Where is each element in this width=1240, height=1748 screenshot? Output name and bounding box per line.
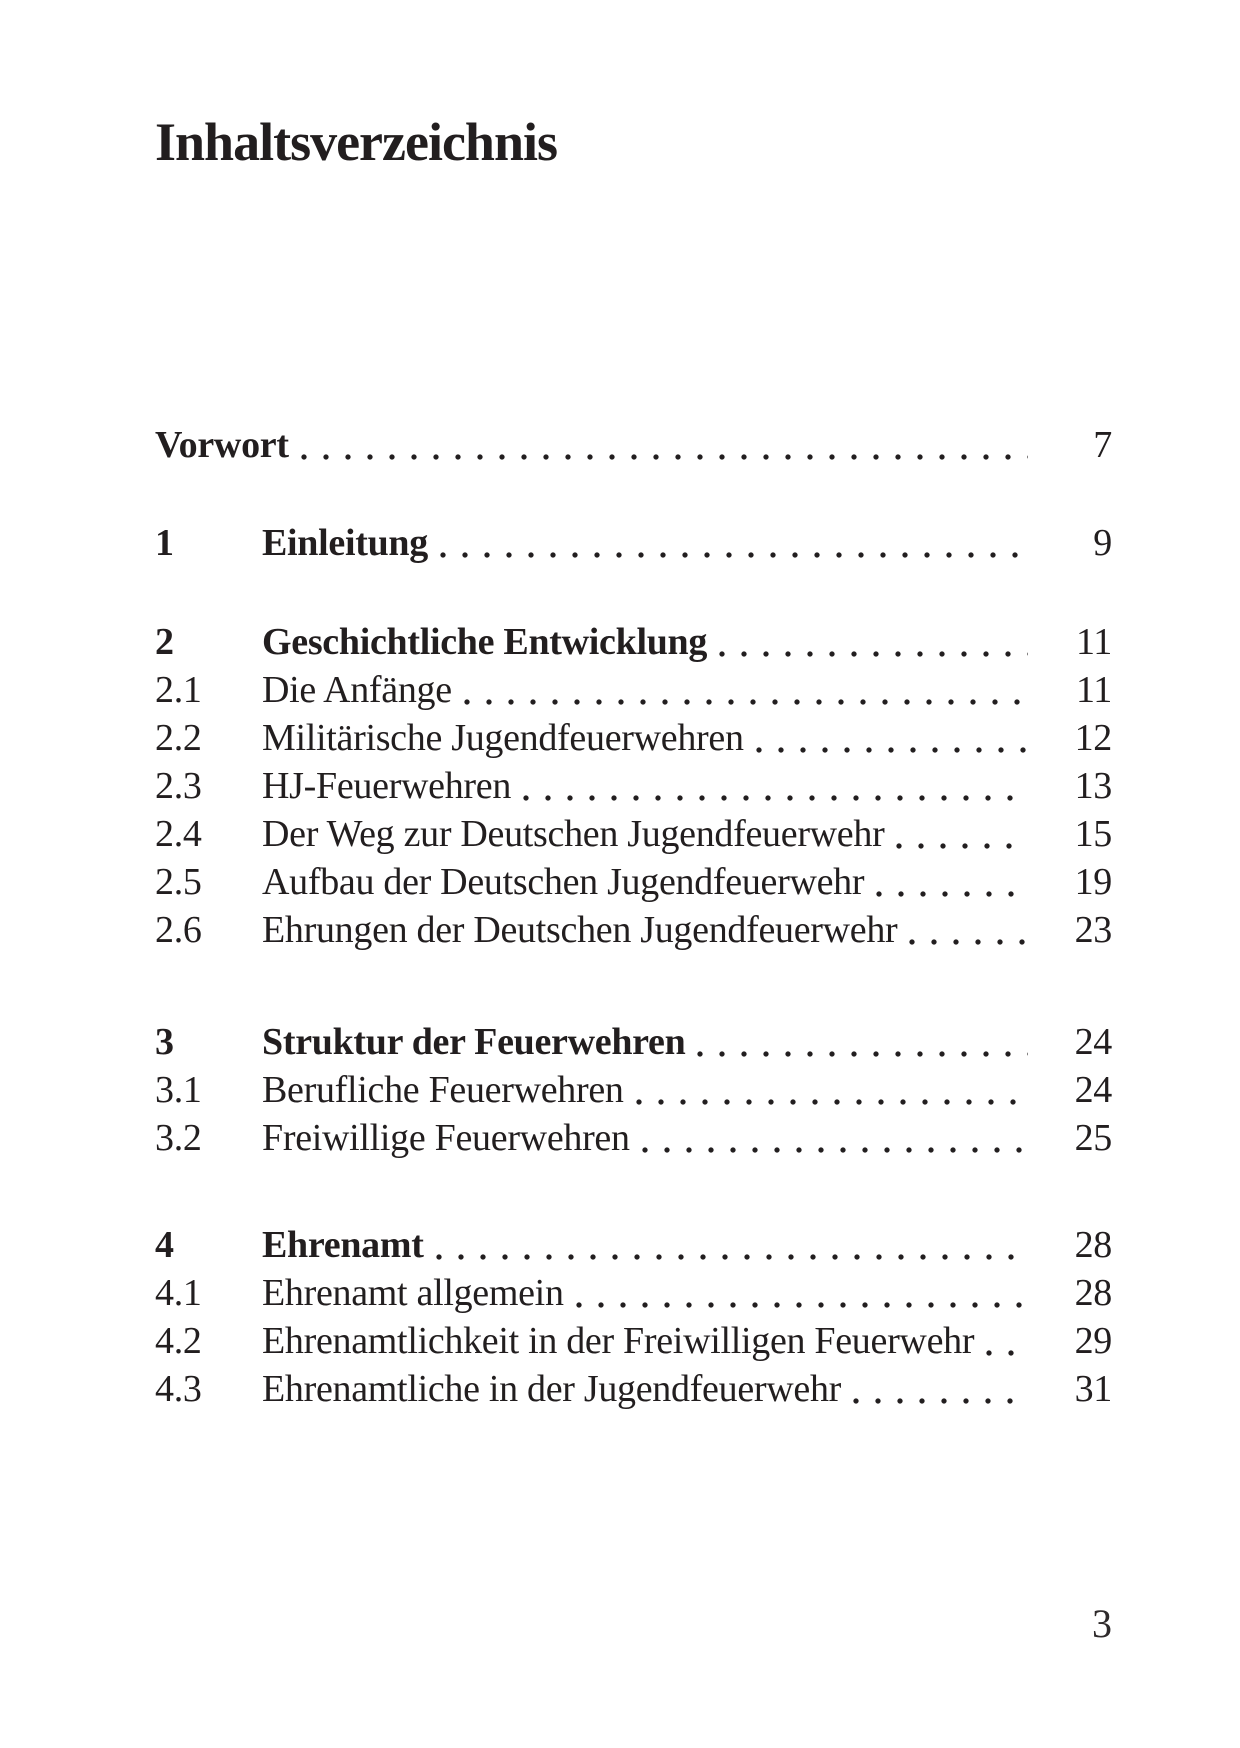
toc-entry-number: 2.4: [155, 813, 202, 855]
toc-entry: [155, 858, 1112, 906]
dot-leader: [464, 699, 1028, 705]
dot-leader: [436, 1254, 1028, 1260]
toc-entry-number: 4: [155, 1224, 174, 1266]
toc-entry-number: 2: [155, 621, 174, 663]
toc-entry-page: 7: [1093, 424, 1112, 466]
toc-entry-label: HJ-Feuerwehren: [262, 765, 512, 807]
toc-entry-number: 2.3: [155, 765, 202, 807]
toc-entry-label: Die Anfänge: [262, 669, 452, 711]
page-title: Inhaltsverzeichnis: [155, 112, 558, 172]
toc-entry: [155, 1269, 1112, 1317]
toc-entry: [155, 421, 1112, 469]
toc-entry: [155, 906, 1112, 954]
toc-entry: [155, 714, 1112, 762]
dot-leader: [697, 1051, 1028, 1057]
toc-entry-label: Ehrenamt allgemein: [262, 1272, 564, 1314]
toc-entry-page: 25: [1074, 1117, 1112, 1159]
dot-leader: [756, 747, 1028, 753]
toc-entry-label: Ehrenamtliche in der Jugendfeuerwehr: [262, 1368, 841, 1410]
toc-entry-label: Vorwort: [155, 424, 289, 466]
toc-entry: [155, 1317, 1112, 1365]
toc-entry-page: 28: [1074, 1272, 1112, 1314]
toc-entry: [155, 1018, 1112, 1066]
toc-entry-number: 2.1: [155, 669, 202, 711]
dot-leader: [301, 454, 1028, 460]
toc-entry-label: Einleitung: [262, 522, 428, 564]
toc-entry-number: 1: [155, 522, 174, 564]
toc-entry-number: 3.1: [155, 1069, 202, 1111]
dot-leader: [576, 1302, 1028, 1308]
dot-leader: [876, 891, 1028, 897]
toc-entry: [155, 762, 1112, 810]
toc-entry-page: 24: [1074, 1069, 1112, 1111]
toc-entry-number: 4.1: [155, 1272, 202, 1314]
toc-entry-page: 23: [1074, 909, 1112, 951]
dot-leader: [909, 939, 1028, 945]
toc-entry: [155, 519, 1112, 567]
toc-entry-page: 28: [1074, 1224, 1112, 1266]
toc-entry-number: 3.2: [155, 1117, 202, 1159]
toc-entry-page: 13: [1074, 765, 1112, 807]
toc-entry: [155, 810, 1112, 858]
dot-leader: [642, 1147, 1028, 1153]
toc-entry-page: 19: [1074, 861, 1112, 903]
dot-leader: [636, 1099, 1028, 1105]
toc-entry-number: 2.6: [155, 909, 202, 951]
toc-entry-number: 4.3: [155, 1368, 202, 1410]
toc-entry-label: Freiwillige Feuerwehren: [262, 1117, 630, 1159]
toc-entry-label: Der Weg zur Deutschen Jugendfeuerwehr: [262, 813, 885, 855]
toc-entry-label: Geschichtliche Entwicklung: [262, 621, 708, 663]
toc-entry: [155, 618, 1112, 666]
toc-entry-number: 4.2: [155, 1320, 202, 1362]
toc-entry-label: Ehrungen der Deutschen Jugendfeuerwehr: [262, 909, 898, 951]
toc-entry-page: 11: [1076, 669, 1112, 711]
table-of-contents: [155, 421, 1112, 1413]
toc-entry-label: Militärische Jugendfeuerwehren: [262, 717, 744, 759]
toc-entry-label: Ehrenamt: [262, 1224, 424, 1266]
toc-entry: [155, 1365, 1112, 1413]
toc-entry-number: 2.5: [155, 861, 202, 903]
toc-entry-label: Berufliche Feuerwehren: [262, 1069, 624, 1111]
toc-entry: [155, 666, 1112, 714]
toc-entry-label: Aufbau der Deutschen Jugendfeuerwehr: [262, 861, 865, 903]
toc-entry-label: Struktur der Feuerwehren: [262, 1021, 686, 1063]
folio-page-number: 3: [1092, 1601, 1112, 1646]
toc-entry-number: 2.2: [155, 717, 202, 759]
dot-leader: [853, 1398, 1028, 1404]
dot-leader: [896, 843, 1028, 849]
toc-entry-page: 11: [1076, 621, 1112, 663]
toc-entry-page: 9: [1093, 522, 1112, 564]
toc-entry-label: Ehrenamtlichkeit in der Freiwilligen Feuerwehr: [262, 1320, 975, 1362]
toc-entry-page: 31: [1074, 1368, 1112, 1410]
toc-entry: [155, 1114, 1112, 1162]
toc-entry-page: 12: [1074, 717, 1112, 759]
dot-leader: [440, 552, 1028, 558]
toc-entry-page: 15: [1074, 813, 1112, 855]
toc-entry: [155, 1066, 1112, 1114]
toc-entry-number: 3: [155, 1021, 174, 1063]
dot-leader: [986, 1350, 1028, 1356]
dot-leader: [719, 651, 1028, 657]
toc-entry-page: 29: [1074, 1320, 1112, 1362]
dot-leader: [523, 795, 1028, 801]
toc-entry-page: 24: [1074, 1021, 1112, 1063]
toc-entry: [155, 1221, 1112, 1269]
